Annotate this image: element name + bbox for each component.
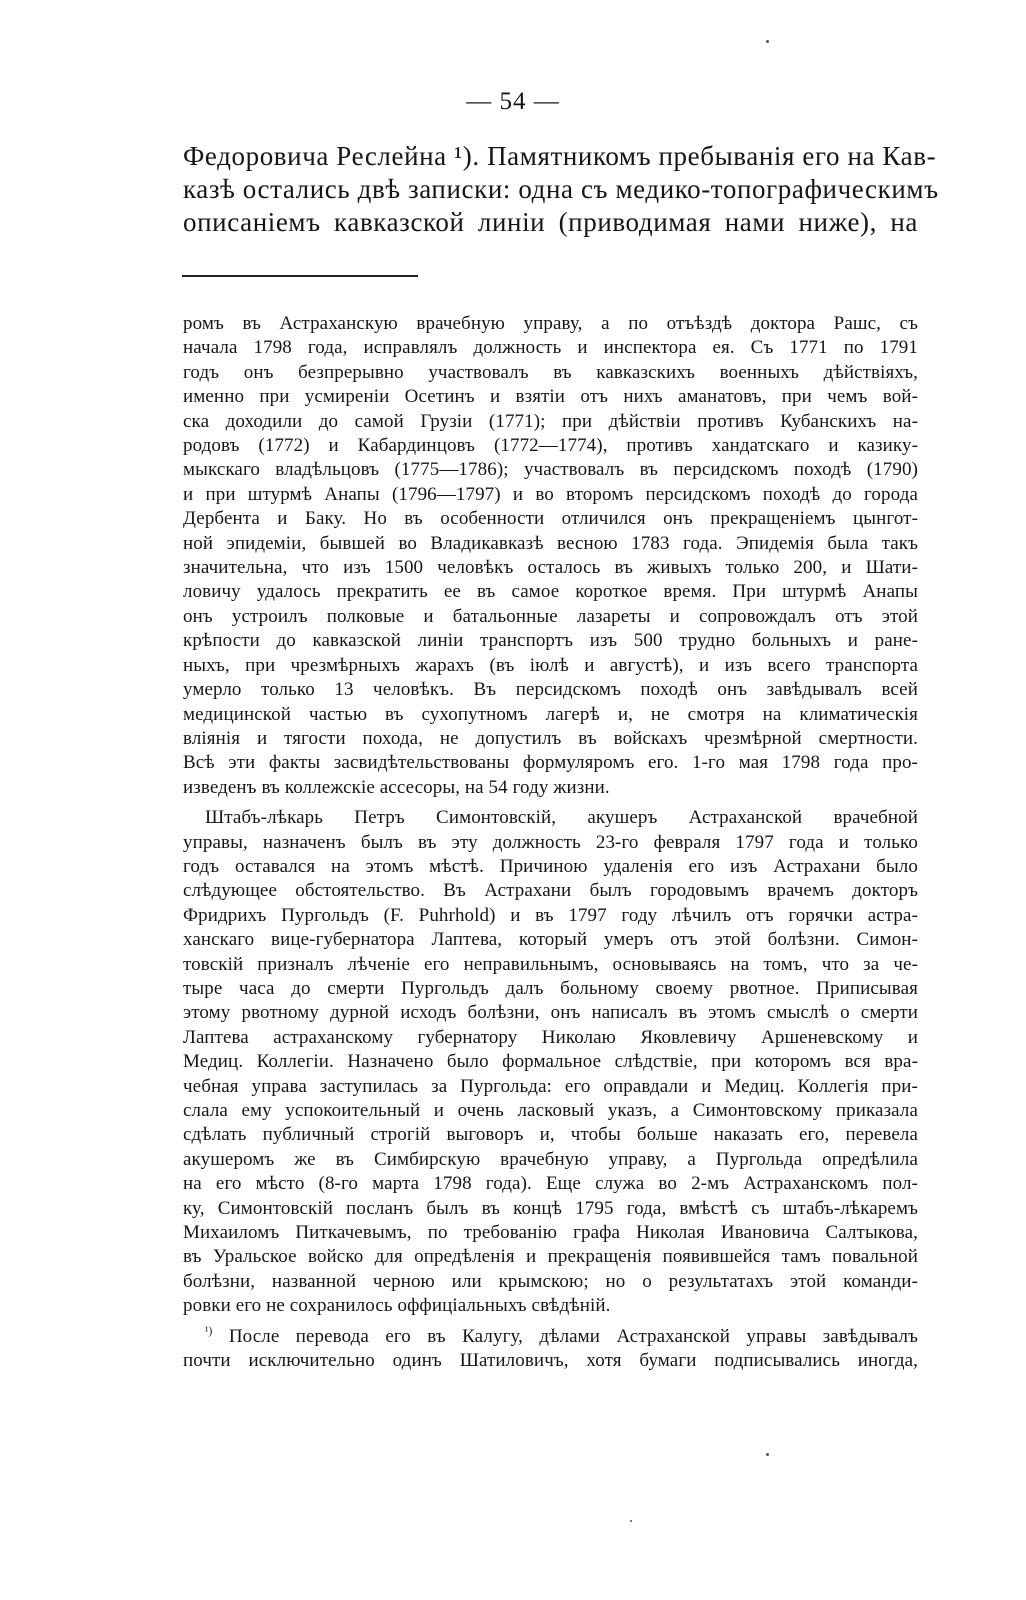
footnote-continuation <box>183 312 918 800</box>
paragraph-line: слала ему успокоительный и очень ласковый указъ, а Симонтовскому приказала <box>183 1100 918 1121</box>
footnote-line: изведенъ въ коллежскіе ассесоры, на 54 году жизни. <box>183 776 610 798</box>
paragraph-line: ханскаго вице-губернатора Лаптева, который умеръ отъ этой болѣзни. Симон- <box>183 929 918 951</box>
paragraph-line: Лаптева астраханскому губернатору Николаю Яковлевичу Аршеневскому и <box>183 1026 918 1048</box>
paragraph-line: слѣдующее обстоятельство. Въ Астрахани былъ городовымъ врачемъ докторъ <box>183 880 918 902</box>
body-line: описаніемъ кавказской линіи (приводимая нами ниже), на <box>183 207 918 237</box>
footnote-marker: ¹) <box>205 1325 213 1338</box>
paragraph-line: сдѣлать публичный строгій выговоръ и, чтобы больше наказать его, перевела <box>183 1124 918 1146</box>
footnote-line: родовъ (1772) и Кабардинцовъ (1772—1774), противъ хандатскаго и казику- <box>183 435 918 457</box>
footnote-line: ловичу удалось прекратить ее въ самое короткое время. При штурмѣ Анапы <box>183 581 918 603</box>
footnote-line: и при штурмѣ Анапы (1796—1797) и во второмъ персидскомъ походѣ до города <box>183 483 918 505</box>
paragraph-line: на его мѣсто (8-го марта 1798 года). Еще служа во 2-мъ Астраханскомъ пол- <box>183 1173 918 1195</box>
footnote-1-text: После перевода его въ Калугу, дѣлами Астраханской управы завѣдывалъ <box>228 1325 918 1347</box>
paragraph-line: ку, Симонтовскій посланъ былъ въ концѣ 1795 года, вмѣстѣ съ штабъ-лѣкаремъ <box>183 1197 918 1219</box>
footnote-line: ныхъ, при чрезмѣрныхъ жарахъ (въ іюлѣ и августѣ), и изъ всего транспорта <box>183 654 918 676</box>
footnote-line: вліянія и тягости похода, не допустилъ въ войскахъ чрезмѣрной смертности. <box>183 727 918 749</box>
page-number: — 54 — <box>466 88 560 115</box>
footnote-line: Всѣ эти факты засвидѣтельствованы формуляромъ его. 1-го мая 1798 года про- <box>183 752 918 774</box>
footnote-area <box>183 312 918 1373</box>
paragraph-line: Михаиломъ Питкачевымъ, по требованію графа Николая Ивановича Салтыкова, <box>183 1222 918 1244</box>
print-speck <box>630 1520 632 1522</box>
paragraph-line: чебная управа заступилась за Пургольда: его оправдали и Медиц. Коллегія при- <box>183 1075 918 1097</box>
paragraph-line: тыре часа до смерти Пургольдъ далъ больному своему рвотное. Приписывая <box>183 977 918 999</box>
footnote-line: начала 1798 года, исправлялъ должность и инспектора ея. Съ 1771 по 1791 <box>183 337 918 359</box>
paragraph-line: годъ оставался на этомъ мѣстѣ. Причиною удаленія его изъ Астрахани было <box>183 855 918 877</box>
footnote-line: крѣпости до кавказской линіи транспортъ изъ 500 трудно больныхъ и ране- <box>183 630 918 652</box>
footnote-line: ромъ въ Астраханскую врачебную управу, а по отъѣздѣ доктора Рашс, съ <box>183 313 918 334</box>
footnote-line: значительна, что изъ 1500 человѣкъ осталось въ живыхъ только 200, и Шати- <box>183 557 918 579</box>
paragraph-line: въ Уральское войско для опредѣленія и прекращенія появившейся тамъ повальной <box>183 1246 918 1268</box>
paragraph-line: акушеромъ же въ Симбирскую врачебную управу, а Пургольда опредѣлила <box>183 1148 918 1170</box>
body-line: Федоровича Реслейна ¹). Памятникомъ пребыванія его на Кав- <box>183 141 937 171</box>
footnote-separator <box>182 275 418 277</box>
footnote-line: онъ устроилъ полковые и батальонные лазареты и сопровождалъ отъ этой <box>183 605 918 627</box>
footnote-line: годъ онъ безпрерывно участвовалъ въ кавказскихъ военныхъ дѣйствіяхъ, <box>183 361 918 383</box>
footnote-line: умерло только 13 человѣкъ. Въ персидскомъ походѣ онъ завѣдывалъ всей <box>183 679 918 701</box>
footnote-line: ной эпидеміи, бывшей во Владикавказѣ весною 1783 года. Эпидемія была такъ <box>183 532 918 554</box>
print-speck <box>766 40 769 43</box>
paragraph-line: Фридрихъ Пургольдъ (F. Puhrhold) и въ 1797 году лѣчилъ отъ горячки астра- <box>183 904 918 926</box>
footnote-line: Дербента и Баку. Но въ особенности отличился онъ прекращеніемъ цынгот- <box>183 508 918 530</box>
footnote-line: именно при усмиреніи Осетинъ и взятіи отъ нихъ аманатовъ, при чемъ вой- <box>183 386 918 408</box>
paragraph-line: этому рвотному дурной исходъ болѣзни, онъ написалъ въ этомъ смыслѣ о смерти <box>183 1002 918 1024</box>
paragraph-line: Медиц. Коллегіи. Назначено было формальное слѣдствіе, при которомъ вся вра- <box>183 1051 918 1073</box>
paragraph-simontovsky <box>183 806 918 1319</box>
paragraph-line: болѣзни, названной черною или крымскою; но о результатахъ этой команди- <box>183 1270 918 1292</box>
paragraph-line: товскій призналъ лѣченіе его неправильнымъ, основываясь на томъ, что за че- <box>183 953 918 975</box>
paragraph-line: управы, назначенъ былъ въ эту должность 23-го февраля 1797 года и только <box>183 831 918 853</box>
footnote-1-line <box>183 1325 918 1349</box>
footnote-line: медицинской частью въ сухопутномъ лагерѣ и, не смотря на климатическія <box>183 703 918 725</box>
paragraph-line: Штабъ-лѣкарь Петръ Симонтовскій, акушеръ Астраханской врачебной <box>205 807 918 829</box>
footnote-1-line: почти исключительно одинъ Шатиловичъ, хотя бумаги подписывались иногда, <box>183 1350 918 1372</box>
body-line: казѣ остались двѣ записки: одна съ медико-топографическимъ <box>183 174 939 204</box>
footnote-1 <box>183 1325 918 1374</box>
footnote-line: ска доходили до самой Грузіи (1771); при дѣйствіи противъ Кубанскихъ на- <box>183 410 918 432</box>
footnote-line: мыкскаго владѣльцовъ (1775—1786); участвовалъ въ персидскомъ походѣ (1790) <box>183 459 918 481</box>
paragraph-line: ровки его не сохранилось оффиціальныхъ свѣдѣній. <box>183 1295 611 1317</box>
print-speck <box>766 1453 769 1456</box>
main-body-text <box>183 140 939 239</box>
